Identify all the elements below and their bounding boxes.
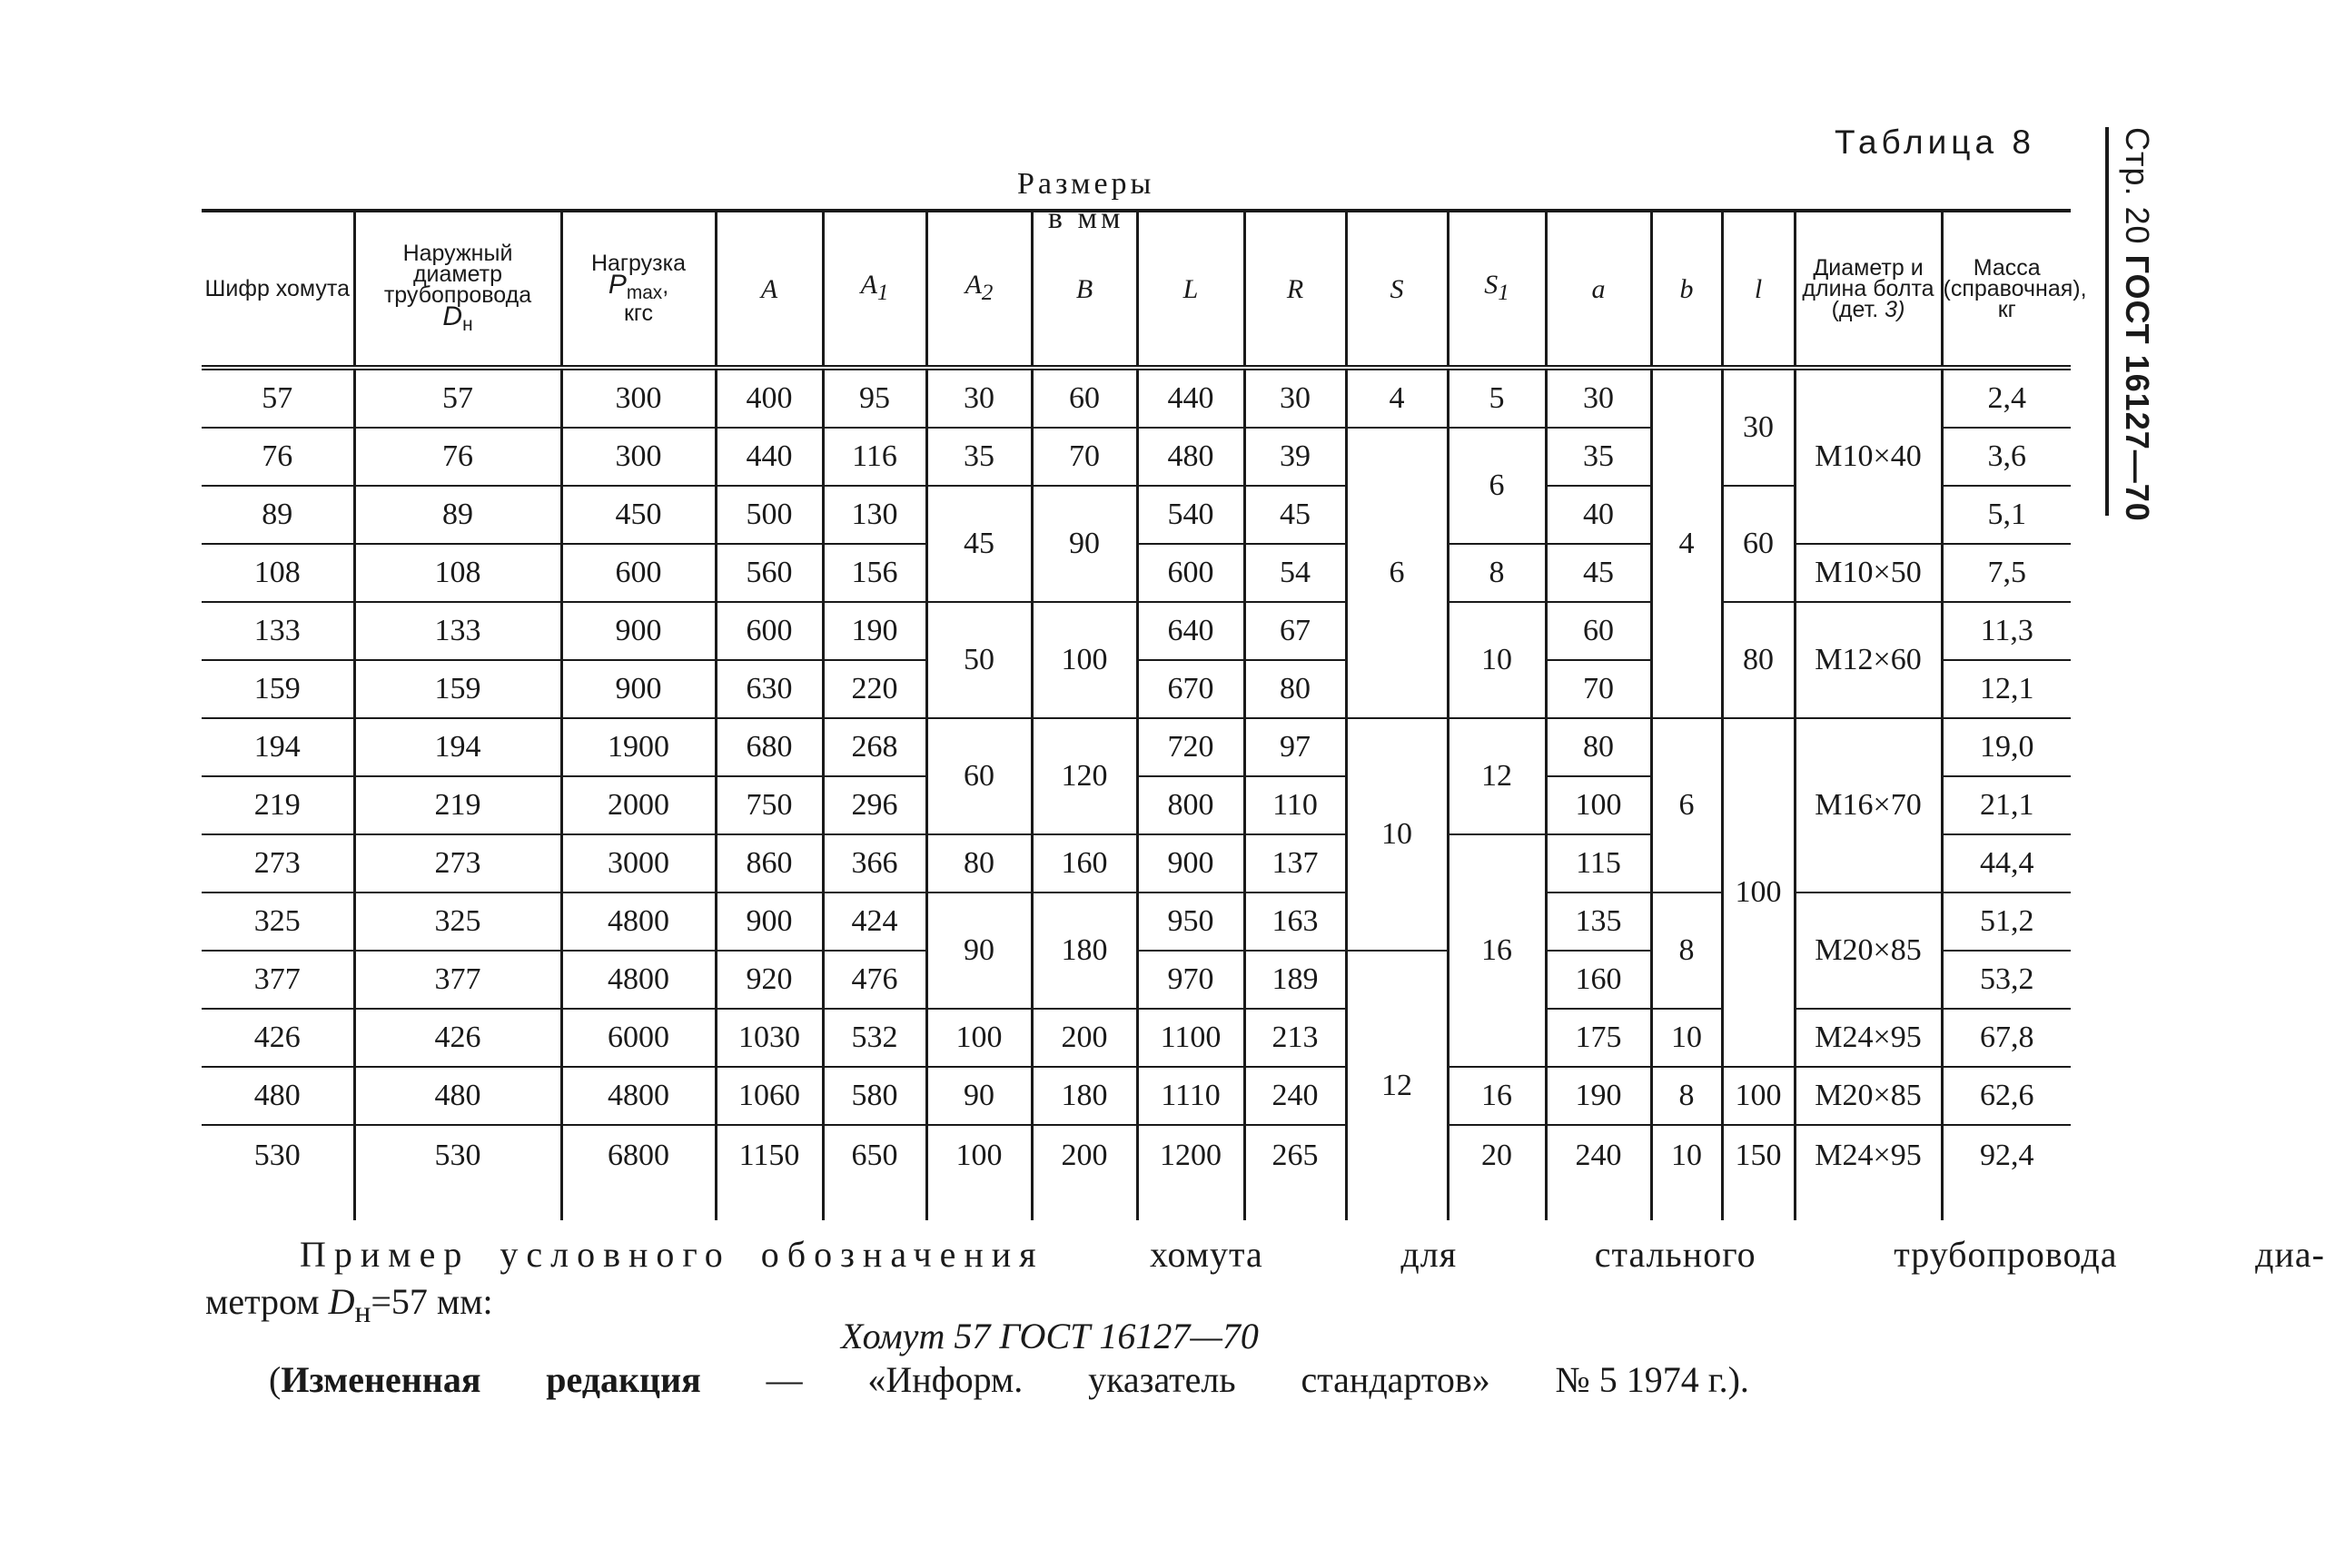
example-designation: Хомут 57 ГОСТ 16127—70 bbox=[841, 1316, 1259, 1356]
table-cell: 160 bbox=[1032, 834, 1137, 892]
table-cell: 5 bbox=[1448, 368, 1546, 428]
table-cell: 480 bbox=[354, 1067, 561, 1125]
table-cell: 160 bbox=[1546, 951, 1651, 1009]
table-cell: 53,2 bbox=[1942, 951, 2071, 1009]
table-cell: 6800 bbox=[561, 1125, 716, 1220]
table-cell: 19,0 bbox=[1942, 718, 2071, 776]
table-cell: 600 bbox=[561, 544, 716, 602]
table-cell: 8 bbox=[1651, 892, 1722, 1009]
table-cell: 530 bbox=[253, 1139, 301, 1172]
table-cell: 30 bbox=[926, 368, 1032, 428]
table-row bbox=[202, 1125, 2071, 1220]
table-cell: 640 bbox=[1137, 602, 1244, 660]
table-cell: 180 bbox=[1032, 1067, 1137, 1125]
col-B: B bbox=[1032, 211, 1137, 368]
table-cell: 159 bbox=[202, 660, 354, 718]
table-cell: 137 bbox=[1244, 834, 1346, 892]
table-cell: 30 bbox=[1244, 368, 1346, 428]
table-cell: 6 bbox=[1651, 718, 1722, 892]
col-L: L bbox=[1137, 211, 1244, 368]
table-cell: 189 bbox=[1244, 951, 1346, 1009]
table-cell: 35 bbox=[926, 428, 1032, 486]
table-cell: М12×60 bbox=[1795, 602, 1942, 718]
table-cell: 16 bbox=[1448, 1067, 1546, 1125]
table-cell: 67 bbox=[1244, 602, 1346, 660]
table-cell: 920 bbox=[716, 951, 823, 1009]
table-cell: 800 bbox=[1137, 776, 1244, 834]
table-cell: 1030 bbox=[716, 1009, 823, 1067]
table-cell: 60 bbox=[1546, 602, 1651, 660]
table-cell: 480 bbox=[202, 1067, 354, 1125]
table-cell: 300 bbox=[561, 428, 716, 486]
table-cell: 92,4 bbox=[1942, 1125, 2071, 1220]
table-cell: М20×85 bbox=[1795, 1067, 1942, 1125]
table-cell: 500 bbox=[716, 486, 823, 544]
table-cell: 70 bbox=[1032, 428, 1137, 486]
table-cell: 95 bbox=[823, 368, 926, 428]
table-cell: М10×50 bbox=[1795, 544, 1942, 602]
table-cell: 108 bbox=[354, 544, 561, 602]
table-cell: 300 bbox=[561, 368, 716, 428]
table-cell: 4 bbox=[1651, 368, 1722, 718]
table-cell: 600 bbox=[716, 602, 823, 660]
table-cell: 116 bbox=[823, 428, 926, 486]
table-cell: 450 bbox=[561, 486, 716, 544]
table-cell: 80 bbox=[926, 834, 1032, 892]
table-cell: 76 bbox=[354, 428, 561, 486]
table-cell: 11,3 bbox=[1942, 602, 2071, 660]
table-cell: 100 bbox=[1032, 602, 1137, 718]
table-cell: 426 bbox=[354, 1009, 561, 1067]
table-cell: 45 bbox=[1244, 486, 1346, 544]
table-cell: 44,4 bbox=[1942, 834, 2071, 892]
table-cell: 900 bbox=[1137, 834, 1244, 892]
table-cell: 8 bbox=[1448, 544, 1546, 602]
col-mass: Масса (справочная), кг bbox=[1942, 211, 2071, 368]
table-cell: 159 bbox=[354, 660, 561, 718]
table-cell: 2,4 bbox=[1942, 368, 2071, 428]
table-cell: 476 bbox=[823, 951, 926, 1009]
table-row bbox=[202, 486, 2071, 544]
table-cell: 62,6 bbox=[1942, 1067, 2071, 1125]
table-cell: М24×95 bbox=[1795, 1125, 1942, 1220]
table-cell: 40 bbox=[1546, 486, 1651, 544]
col-A2: $A_2$ bbox=[926, 211, 1032, 368]
col-bolt: Диаметр и длина болта (дет. 3) bbox=[1795, 211, 1942, 368]
col-A: A bbox=[716, 211, 823, 368]
table-cell: 57 bbox=[354, 368, 561, 428]
table-cell: 60 bbox=[1722, 486, 1795, 602]
example-line-1: Пример условного обозначения хомута для стального трубопровода диа- bbox=[300, 1234, 2325, 1275]
standard-number: ГОСТ 16127—70 bbox=[2119, 254, 2156, 522]
table-cell: 16 bbox=[1448, 834, 1546, 1067]
table-row bbox=[202, 368, 2071, 428]
table-cell: 630 bbox=[716, 660, 823, 718]
table-cell: 580 bbox=[823, 1067, 926, 1125]
table-cell: 8 bbox=[1651, 1067, 1722, 1125]
table-cell: 20 bbox=[1448, 1125, 1546, 1220]
table-cell: 6 bbox=[1448, 428, 1546, 544]
table-cell: 100 bbox=[1722, 1067, 1795, 1125]
table-cell: 89 bbox=[202, 486, 354, 544]
table-cell: 80 bbox=[1244, 660, 1346, 718]
table-cell: 180 bbox=[1032, 892, 1137, 1009]
table-cell: 3,6 bbox=[1942, 428, 2071, 486]
table-cell: 1060 bbox=[716, 1067, 823, 1125]
table-cell: 400 bbox=[716, 368, 823, 428]
table-cell: 970 bbox=[1137, 951, 1244, 1009]
table-cell: 200 bbox=[1032, 1125, 1137, 1220]
col-b: b bbox=[1651, 211, 1722, 368]
table-cell: 175 bbox=[1546, 1009, 1651, 1067]
table-cell: 150 bbox=[1722, 1125, 1795, 1220]
table-cell: 12,1 bbox=[1942, 660, 2071, 718]
table-cell: 7,5 bbox=[1942, 544, 2071, 602]
table-cell: 89 bbox=[354, 486, 561, 544]
table-cell: 190 bbox=[823, 602, 926, 660]
table-cell: 90 bbox=[1032, 486, 1137, 602]
table-cell: 10 bbox=[1651, 1125, 1722, 1220]
units-text: Размеры в мм bbox=[1017, 167, 1155, 235]
table-cell: 860 bbox=[716, 834, 823, 892]
table-cell: 273 bbox=[202, 834, 354, 892]
table-cell: 97 bbox=[1244, 718, 1346, 776]
table-cell: 60 bbox=[1032, 368, 1137, 428]
table-cell: 67,8 bbox=[1942, 1009, 2071, 1067]
table-caption: Таблица 8 bbox=[1835, 123, 2035, 161]
table-cell: 10 bbox=[1651, 1009, 1722, 1067]
col-outer-diameter: Наружный диаметр трубопровода $D_н$ bbox=[354, 211, 561, 368]
table-cell: 3000 bbox=[561, 834, 716, 892]
col-S: S bbox=[1346, 211, 1448, 368]
table-row bbox=[202, 602, 2071, 660]
table-cell: 133 bbox=[354, 602, 561, 660]
table-header-row bbox=[202, 211, 2071, 368]
table-cell: 366 bbox=[823, 834, 926, 892]
table-cell: 377 bbox=[202, 951, 354, 1009]
table-cell: 6 bbox=[1346, 428, 1448, 718]
table-cell: 100 bbox=[1546, 776, 1651, 834]
table-cell: 45 bbox=[1546, 544, 1651, 602]
table-cell: 325 bbox=[354, 892, 561, 951]
table-cell: 219 bbox=[202, 776, 354, 834]
table-cell: 90 bbox=[926, 1067, 1032, 1125]
table-cell: 110 bbox=[1244, 776, 1346, 834]
table-cell: 12 bbox=[1346, 951, 1448, 1220]
table-cell: 273 bbox=[354, 834, 561, 892]
table-cell: 35 bbox=[1546, 428, 1651, 486]
table-cell: 1110 bbox=[1137, 1067, 1244, 1125]
table-cell: М16×70 bbox=[1795, 718, 1942, 892]
table-cell: 900 bbox=[716, 892, 823, 951]
table-cell: 720 bbox=[1137, 718, 1244, 776]
table-cell: 325 bbox=[202, 892, 354, 951]
table-cell: 480 bbox=[1137, 428, 1244, 486]
table-cell: 39 bbox=[1244, 428, 1346, 486]
table-cell: 70 bbox=[1546, 660, 1651, 718]
table-cell: 130 bbox=[823, 486, 926, 544]
table-cell: 424 bbox=[823, 892, 926, 951]
table-cell: 750 bbox=[716, 776, 823, 834]
table-cell: 265 bbox=[1244, 1125, 1346, 1220]
table-cell: 194 bbox=[202, 718, 354, 776]
table-cell: М10×40 bbox=[1795, 368, 1942, 544]
table-cell: 2000 bbox=[561, 776, 716, 834]
table-cell: М24×95 bbox=[1795, 1009, 1942, 1067]
table-cell: 190 bbox=[1546, 1067, 1651, 1125]
table-cell: 650 bbox=[823, 1125, 926, 1220]
table-cell: 133 bbox=[202, 602, 354, 660]
table-cell: 200 bbox=[1032, 1009, 1137, 1067]
table-cell: 4800 bbox=[561, 892, 716, 951]
table-cell: 1100 bbox=[1137, 1009, 1244, 1067]
page-label: Стр. bbox=[2119, 127, 2156, 197]
table-cell: 950 bbox=[1137, 892, 1244, 951]
table-cell: 213 bbox=[1244, 1009, 1346, 1067]
table-cell: 296 bbox=[823, 776, 926, 834]
table-cell: 115 bbox=[1546, 834, 1651, 892]
table-cell: 80 bbox=[1546, 718, 1651, 776]
table-cell: 30 bbox=[1722, 368, 1795, 486]
table-cell: 194 bbox=[354, 718, 561, 776]
table-cell: 100 bbox=[1722, 718, 1795, 1067]
table-cell: 1900 bbox=[561, 718, 716, 776]
table-cell: 1200 bbox=[1137, 1125, 1244, 1220]
page-number: 20 bbox=[2119, 206, 2156, 245]
table-cell: 600 bbox=[1137, 544, 1244, 602]
table-cell: 4800 bbox=[561, 951, 716, 1009]
table-row bbox=[202, 718, 2071, 776]
table-cell: 219 bbox=[354, 776, 561, 834]
table-cell: 30 bbox=[1546, 368, 1651, 428]
table-cell: 57 bbox=[202, 368, 354, 428]
table-cell: 680 bbox=[716, 718, 823, 776]
table-cell: 45 bbox=[926, 486, 1032, 602]
table-cell: 51,2 bbox=[1942, 892, 2071, 951]
col-A1: $A_1$ bbox=[823, 211, 926, 368]
table-row bbox=[202, 1067, 2071, 1125]
col-load: Нагрузка $P_{max}$, кгс bbox=[561, 211, 716, 368]
table-cell: 240 bbox=[1546, 1125, 1651, 1220]
table-cell: 440 bbox=[1137, 368, 1244, 428]
table-cell: 50 bbox=[926, 602, 1032, 718]
table-cell: 100 bbox=[926, 1009, 1032, 1067]
table-cell: 560 bbox=[716, 544, 823, 602]
table-cell: 54 bbox=[1244, 544, 1346, 602]
table-cell: 21,1 bbox=[1942, 776, 2071, 834]
col-a: a bbox=[1546, 211, 1651, 368]
table-cell: 900 bbox=[561, 660, 716, 718]
table-cell: 426 bbox=[202, 1009, 354, 1067]
table-cell: 100 bbox=[926, 1125, 1032, 1220]
table-cell: 900 bbox=[561, 602, 716, 660]
col-l: l bbox=[1722, 211, 1795, 368]
edition-note: (Измененная редакция — «Информ. указатель стандартов» № 5 1974 г.). bbox=[269, 1359, 1749, 1400]
table-cell: 60 bbox=[926, 718, 1032, 834]
col-S1: $S_1$ bbox=[1448, 211, 1546, 368]
table-cell: 532 bbox=[823, 1009, 926, 1067]
table-cell: 120 bbox=[1032, 718, 1137, 834]
dimensions-table bbox=[202, 209, 2087, 1220]
table-cell: 377 bbox=[354, 951, 561, 1009]
table-cell: 220 bbox=[823, 660, 926, 718]
table-cell: 90 bbox=[926, 892, 1032, 1009]
table-cell: 670 bbox=[1137, 660, 1244, 718]
col-code: Шифр хомута bbox=[202, 211, 354, 368]
table-cell: 1150 bbox=[716, 1125, 823, 1220]
table-cell: 12 bbox=[1448, 718, 1546, 834]
table-cell: 5,1 bbox=[1942, 486, 2071, 544]
col-R: R bbox=[1244, 211, 1346, 368]
table-cell: 268 bbox=[823, 718, 926, 776]
table-cell: 530 bbox=[354, 1125, 561, 1220]
table-cell: 4800 bbox=[561, 1067, 716, 1125]
table-cell: 4 bbox=[1346, 368, 1448, 428]
example-line-2: метром $D_н=57$ мм: bbox=[205, 1281, 493, 1329]
table-cell: 10 bbox=[1346, 718, 1448, 951]
table-cell: 440 bbox=[716, 428, 823, 486]
table-cell: М20×85 bbox=[1795, 892, 1942, 1009]
table-cell: 80 bbox=[1722, 602, 1795, 718]
table-cell: 240 bbox=[1244, 1067, 1346, 1125]
table-cell: 156 bbox=[823, 544, 926, 602]
table-cell: 540 bbox=[1137, 486, 1244, 544]
table-cell: 163 bbox=[1244, 892, 1346, 951]
table-cell: 108 bbox=[202, 544, 354, 602]
table-cell: 6000 bbox=[561, 1009, 716, 1067]
table-cell: 10 bbox=[1448, 602, 1546, 718]
table-cell: 135 bbox=[1546, 892, 1651, 951]
table-cell: 76 bbox=[202, 428, 354, 486]
